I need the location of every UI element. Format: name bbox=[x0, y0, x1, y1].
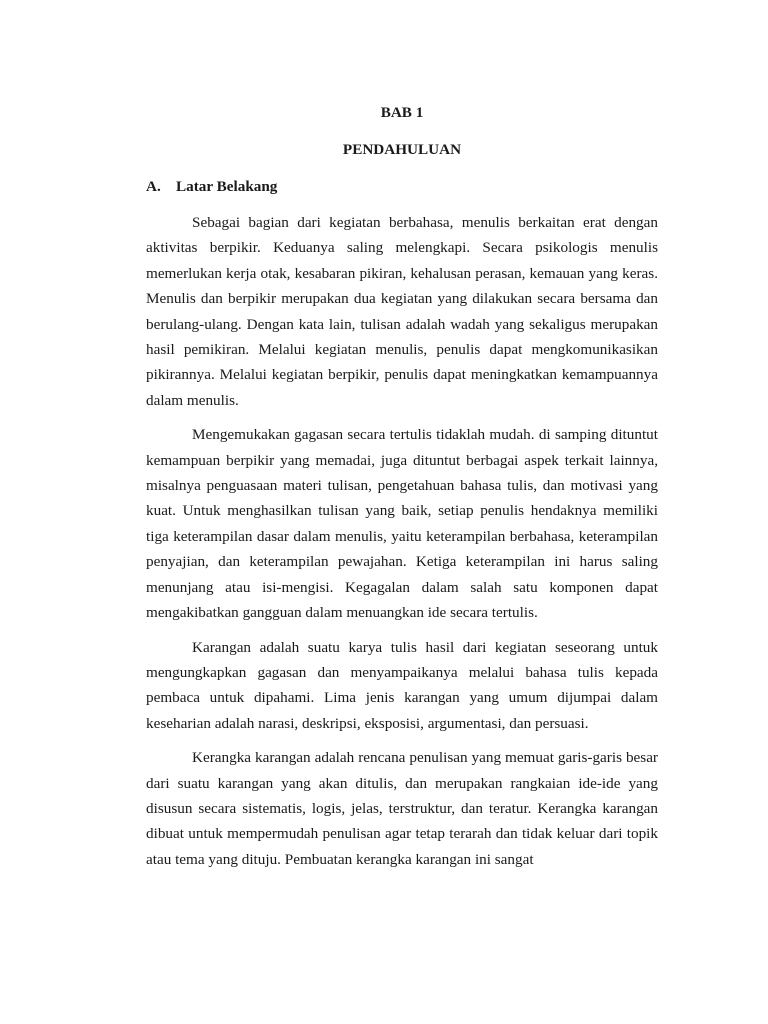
paragraph-3: Karangan adalah suatu karya tulis hasil dari kegiatan seseorang untuk mengungkapkan gagasan dan menyampaikanya melalui bahasa tulis kepada pembaca untuk dipahami. Lima jenis karangan yang umum dijumpai dalam keseharian adalah narasi, deskripsi, eksposisi, argumentasi, dan persuasi. bbox=[146, 638, 658, 732]
chapter-title: PENDAHULUAN bbox=[342, 141, 462, 158]
chapter-number: BAB 1 bbox=[380, 104, 424, 121]
paragraph-2: Mengemukakan gagasan secara tertulis tidaklah mudah. di samping dituntut kemampuan berpikir yang memadai, juga dituntut berbagai aspek terkait lainnya, misalnya penguasaan materi tulisan, pengetahuan bahasa tulis, dan motivasi yang kuat. Untuk menghasilkan tulisan yang baik, setiap penulis hendaknya memiliki tiga keterampilan dasar dalam menulis, yaitu keterampilan berbahasa, keterampilan penyajian, dan keterampilan pewajahan. Ketiga keterampilan ini harus saling menunjang atau isi-mengisi. Kegagalan dalam salah satu komponen dapat mengakibatkan gangguan dalam menuangkan ide secara tertulis. bbox=[146, 426, 658, 622]
body-text bbox=[146, 210, 658, 881]
paragraph-4: Kerangka karangan adalah rencana penulisan yang memuat garis-garis besar dari suatu karangan yang akan ditulis, dan merupakan rangkaian ide-ide yang disusun secara sistematis, logis, jelas, terstruktur, dan teratur. Kerangka karangan dibuat untuk mempermudah penulisan agar tetap terarah dan tidak keluar dari topik atau tema yang dituju. Pembuatan kerangka karangan ini sangat bbox=[146, 749, 658, 868]
section-title: Latar Belakang bbox=[176, 178, 278, 195]
paragraph-1: Sebagai bagian dari kegiatan berbahasa, menulis berkaitan erat dengan aktivitas berpikir. Keduanya saling melengkapi. Secara psikologis menulis memerlukan kerja otak, kesabaran pikiran, kehalusan perasan, kemauan yang keras. Menulis dan berpikir merupakan dua kegiatan yang dilakukan secara bersama dan berulang-ulang. Dengan kata lain, tulisan adalah wadah yang sekaligus merupakan hasil pemikiran. Melalui kegiatan menulis, penulis dapat mengkomunikasikan pikirannya. Melalui kegiatan berpikir, penulis dapat meningkatkan kemampuannya dalam menulis. bbox=[146, 214, 658, 409]
section-heading bbox=[146, 178, 277, 196]
section-number: A. bbox=[146, 178, 161, 195]
